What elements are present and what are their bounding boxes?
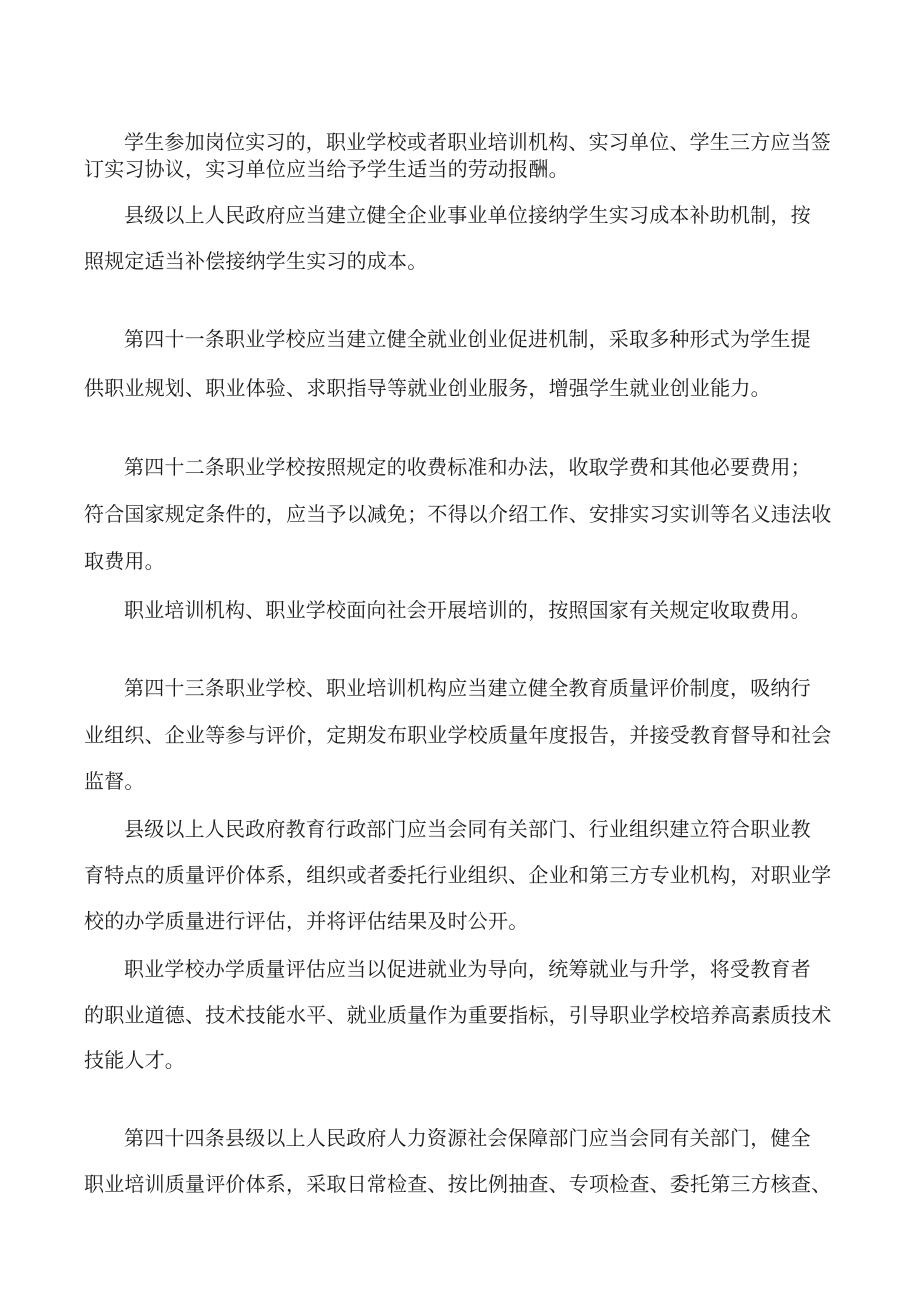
text-line: 学生参加岗位实习的，职业学校或者职业培训机构、实习单位、学生三方应当签 xyxy=(124,130,831,154)
text-line: 业组织、企业等参与评价，定期发布职业学校质量年度报告，并接受教育督导和社会 xyxy=(84,723,832,747)
text-line: 取费用。 xyxy=(84,549,165,573)
text-line: 第四十三条职业学校、职业培训机构应当建立健全教育质量评价制度，吸纳行 xyxy=(124,676,811,700)
text-line: 职业培训机构、职业学校面向社会开展培训的，按照国家有关规定收取费用。 xyxy=(124,598,811,622)
text-line: 订实习协议，实习单位应当给予学生适当的劳动报酬。 xyxy=(84,157,569,181)
text-line: 校的办学质量进行评估，并将评估结果及时公开。 xyxy=(84,909,529,933)
text-line: 县级以上人民政府应当建立健全企业事业单位接纳学生实习成本补助机制，按 xyxy=(124,203,811,227)
text-line: 职业培训质量评价体系，采取日常检查、按比例抽查、专项检查、委托第三方核查、 xyxy=(84,1172,832,1196)
text-line: 第四十一条职业学校应当建立健全就业创业促进机制，采取多种形式为学生提 xyxy=(124,327,811,351)
text-line: 的职业道德、技术技能水平、就业质量作为重要指标，引导职业学校培养高素质技术 xyxy=(84,1003,832,1027)
text-line: 技能人才。 xyxy=(84,1048,185,1072)
text-line: 第四十二条职业学校按照规定的收费标准和办法，收取学费和其他必要费用； xyxy=(124,455,811,479)
text-line: 供职业规划、职业体验、求职指导等就业创业服务，增强学生就业创业能力。 xyxy=(84,376,771,400)
text-line: 育特点的质量评价体系，组织或者委托行业组织、企业和第三方专业机构，对职业学 xyxy=(84,863,832,887)
text-line: 照规定适当补偿接纳学生实习的成本。 xyxy=(84,249,428,273)
text-line: 县级以上人民政府教育行政部门应当会同有关部门、行业组织建立符合职业教 xyxy=(124,817,811,841)
text-line: 监督。 xyxy=(84,769,145,793)
text-line: 第四十四条县级以上人民政府人力资源社会保障部门应当会同有关部门，健全 xyxy=(124,1126,811,1150)
text-line: 职业学校办学质量评估应当以促进就业为导向，统筹就业与升学，将受教育者 xyxy=(124,957,811,981)
text-line: 符合国家规定条件的，应当予以减免；不得以介绍工作、安排实习实训等名义违法收 xyxy=(84,502,832,526)
